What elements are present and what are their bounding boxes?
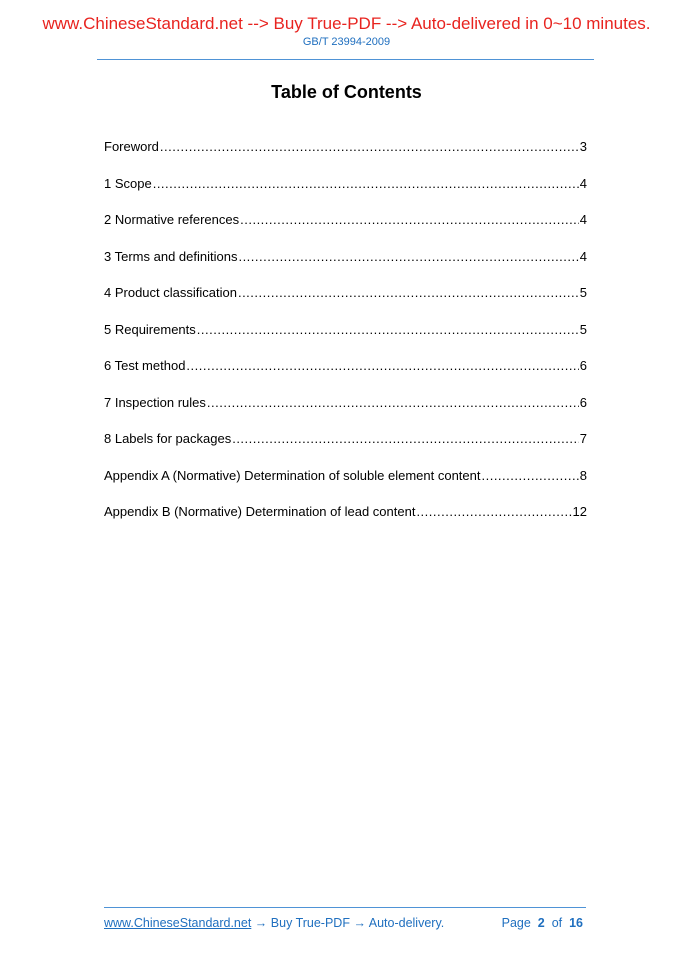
toc-entry-test-method[interactable] bbox=[104, 357, 587, 394]
toc-entry-page: 5 bbox=[579, 321, 587, 337]
toc-entry-label: 4 Product classification bbox=[104, 285, 237, 300]
toc-dot-leader bbox=[197, 321, 579, 339]
toc-entry-label: Appendix B (Normative) Determination of lead content bbox=[104, 504, 416, 519]
toc-entry-page: 3 bbox=[579, 139, 587, 154]
standard-code: GB/T 23994-2009 bbox=[302, 36, 391, 48]
footer-buy-text: Buy True-PDF bbox=[270, 916, 350, 930]
toc-entry-label: Appendix A (Normative) Determination of soluble element content bbox=[104, 467, 481, 483]
toc-dot-leader bbox=[186, 357, 578, 375]
toc-entry-normative-references[interactable] bbox=[104, 211, 587, 248]
footer-promo bbox=[104, 916, 444, 930]
footer-delivery-text: Auto-delivery. bbox=[368, 916, 445, 930]
toc-entry-product-classification[interactable] bbox=[104, 284, 587, 321]
toc-entry-page: 4 bbox=[579, 212, 587, 227]
table-of-contents bbox=[104, 138, 587, 540]
toc-entry-page: 12 bbox=[572, 504, 587, 519]
arrow-right-icon: → bbox=[254, 916, 268, 930]
footer-divider bbox=[104, 907, 586, 908]
toc-dot-leader bbox=[238, 284, 579, 302]
toc-dot-leader bbox=[238, 248, 578, 266]
toc-entry-labels-for-packages[interactable] bbox=[104, 430, 587, 467]
toc-entry-label: 6 Test method bbox=[104, 358, 186, 373]
toc-entry-page: 4 bbox=[579, 248, 587, 264]
toc-entry-appendix-b[interactable] bbox=[104, 503, 587, 540]
arrow-right-icon: → bbox=[353, 916, 366, 930]
toc-entry-label: 8 Labels for packages bbox=[104, 431, 232, 446]
promo-banner[interactable]: www.ChineseStandard.net --> Buy True-PDF --> Auto-delivered in 0~10 minutes. bbox=[42, 14, 651, 33]
toc-dot-leader bbox=[207, 394, 579, 412]
toc-dot-leader bbox=[416, 503, 571, 521]
toc-entry-label: Foreword bbox=[104, 139, 159, 154]
toc-dot-leader bbox=[240, 211, 579, 229]
toc-entry-page: 6 bbox=[579, 394, 587, 410]
toc-entry-terms-and-definitions[interactable] bbox=[104, 248, 587, 285]
toc-entry-requirements[interactable] bbox=[104, 321, 587, 358]
toc-entry-scope[interactable] bbox=[104, 175, 587, 212]
of-word: of bbox=[551, 916, 563, 930]
toc-entry-page: 7 bbox=[579, 431, 587, 446]
toc-entry-foreword[interactable] bbox=[104, 138, 587, 175]
page-indicator bbox=[502, 916, 583, 930]
page-word: Page bbox=[501, 916, 531, 930]
toc-entry-page: 4 bbox=[579, 175, 587, 191]
toc-dot-leader bbox=[160, 138, 579, 156]
toc-dot-leader bbox=[153, 175, 579, 193]
header-divider bbox=[97, 59, 594, 60]
page-title: Table of Contents bbox=[271, 82, 422, 102]
toc-entry-page: 5 bbox=[579, 285, 587, 300]
toc-entry-label: 2 Normative references bbox=[104, 212, 240, 227]
toc-entry-label: 1 Scope bbox=[104, 175, 152, 191]
toc-entry-page: 6 bbox=[579, 358, 587, 373]
toc-entry-label: 7 Inspection rules bbox=[104, 394, 206, 410]
toc-entry-inspection-rules[interactable] bbox=[104, 394, 587, 431]
toc-dot-leader bbox=[481, 467, 578, 485]
toc-entry-appendix-a[interactable] bbox=[104, 467, 587, 504]
toc-dot-leader bbox=[232, 430, 579, 448]
toc-entry-label: 5 Requirements bbox=[104, 321, 196, 337]
current-page-number: 2 bbox=[537, 916, 545, 930]
total-page-count: 16 bbox=[569, 916, 583, 930]
footer-site-link[interactable]: www.ChineseStandard.net bbox=[104, 916, 252, 930]
toc-entry-label: 3 Terms and definitions bbox=[104, 248, 238, 264]
toc-entry-page: 8 bbox=[579, 467, 587, 483]
